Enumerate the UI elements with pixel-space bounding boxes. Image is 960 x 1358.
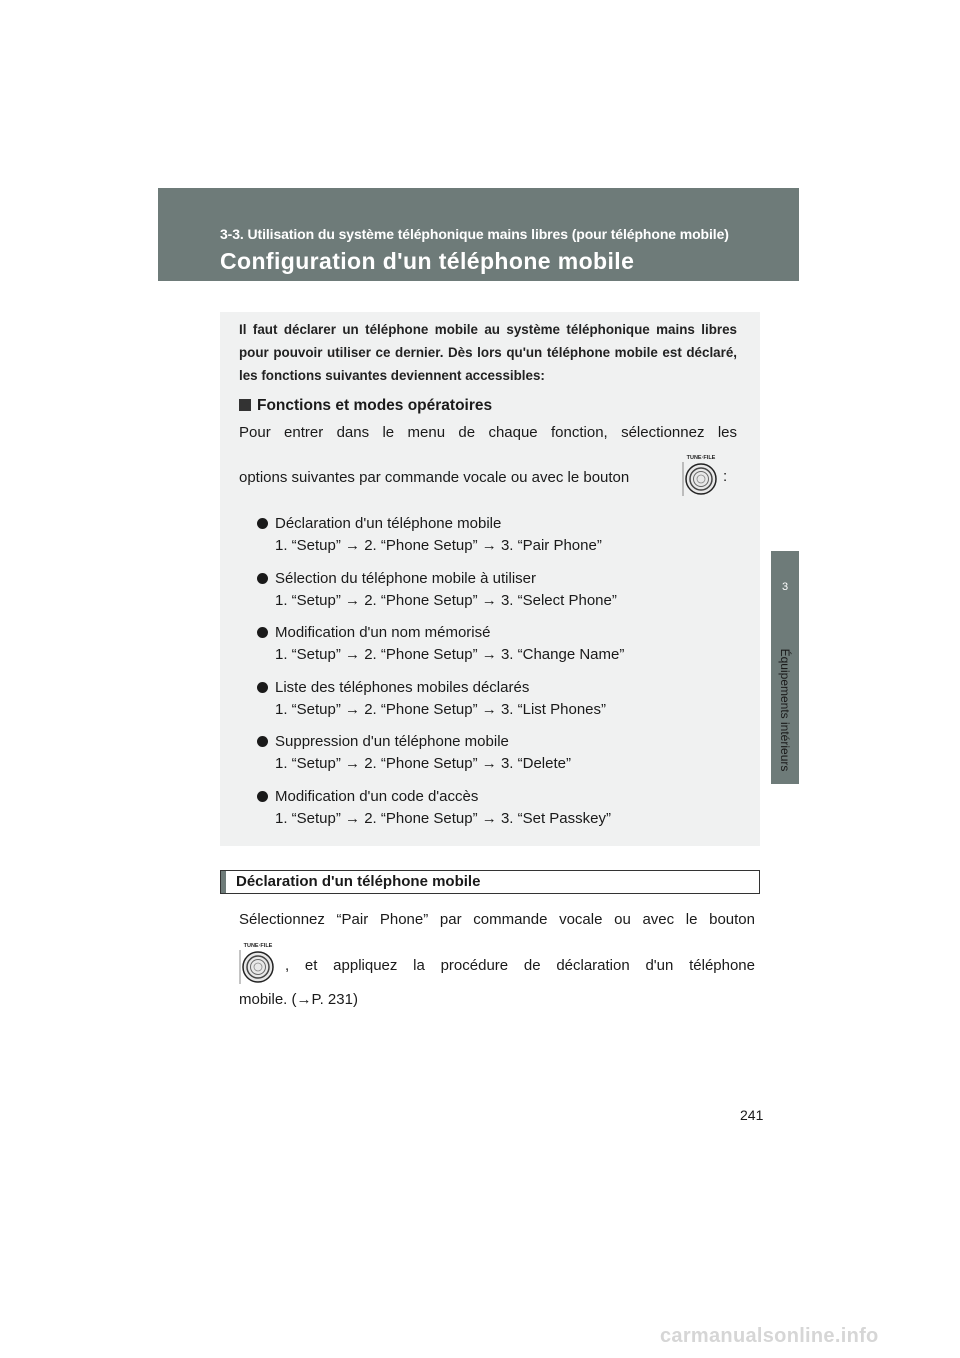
instruction-colon: : — [723, 468, 728, 485]
watermark: carmanualsonline.info — [660, 1325, 879, 1347]
intro-text: Il faut déclarer un téléphone mobile au système téléphonique mains libres pour pouvoir utiliser ce dernier. Dès lors qu'un téléphone mobile est déclaré, les fonctions suivantes deviennent accessibles: — [239, 322, 737, 383]
function-list — [257, 513, 737, 841]
page-title: Configuration d'un téléphone mobile — [220, 248, 635, 274]
item-path: 1. “Setup” → 2. “Phone Setup” → 3. “Pair Phone” — [275, 537, 602, 554]
list-item — [257, 568, 737, 623]
section-label: 3-3. Utilisation du système téléphonique mains libres (pour téléphone mobile) — [220, 226, 729, 242]
square-bullet-icon — [239, 399, 251, 411]
item-name: Modification d'un nom mémorisé — [275, 624, 491, 642]
item-path: 1. “Setup” → 2. “Phone Setup” → 3. “Set Passkey” — [275, 809, 611, 827]
subheading-text: Fonctions et modes opératoires — [257, 397, 493, 414]
tune-file-knob-icon — [239, 940, 275, 986]
page-number: 241 — [740, 1107, 764, 1123]
section-heading-bar — [220, 870, 760, 894]
page-reference-link[interactable]: mobile. (→P. 231) — [239, 991, 358, 1008]
list-item — [257, 731, 737, 786]
chapter-header — [158, 188, 799, 281]
item-path: 1. “Setup” → 2. “Phone Setup” → 3. “Select Phone” — [275, 591, 617, 609]
item-name: Suppression d'un téléphone mobile — [275, 733, 509, 751]
tune-file-knob-icon — [682, 452, 718, 498]
chapter-number: 3 — [781, 581, 789, 593]
list-item — [257, 513, 737, 568]
bullet-icon — [257, 627, 268, 638]
bullet-icon — [257, 736, 268, 747]
item-name: Sélection du téléphone mobile à utiliser — [275, 569, 536, 587]
knob-label: TUNE·FILE — [243, 943, 273, 949]
bullet-icon — [257, 518, 268, 529]
item-path: 1. “Setup” → 2. “Phone Setup” → 3. “Delete” — [275, 755, 571, 773]
info-box — [220, 312, 760, 846]
chapter-tab-label: Équipements intérieurs — [778, 648, 792, 772]
declaration-text-line-2: , et appliquez la procédure de déclaration d'un téléphone — [285, 957, 755, 974]
bullet-icon — [257, 682, 268, 693]
instruction-line-1: Pour entrer dans le menu de chaque fonction, sélectionnez les — [239, 424, 737, 441]
list-item — [257, 786, 737, 841]
item-name: Modification d'un code d'accès — [275, 787, 479, 805]
item-name: Déclaration d'un téléphone mobile — [275, 515, 502, 532]
subheading — [239, 397, 492, 415]
list-item — [257, 622, 737, 677]
item-path: 1. “Setup” → 2. “Phone Setup” → 3. “List Phones” — [275, 700, 606, 718]
heading-accent — [221, 871, 226, 893]
section-heading: Déclaration d'un téléphone mobile — [236, 873, 481, 890]
item-path: 1. “Setup” → 2. “Phone Setup” → 3. “Change Name” — [275, 646, 625, 664]
item-name: Liste des téléphones mobiles déclarés — [275, 678, 530, 696]
declaration-text-line-1: Sélectionnez “Pair Phone” par commande vocale ou avec le bouton — [239, 911, 755, 928]
bullet-icon — [257, 791, 268, 802]
instruction-line-2: options suivantes par commande vocale ou avec le bouton — [239, 469, 630, 486]
bullet-icon — [257, 573, 268, 584]
knob-label: TUNE·FILE — [686, 455, 716, 461]
list-item — [257, 677, 737, 732]
